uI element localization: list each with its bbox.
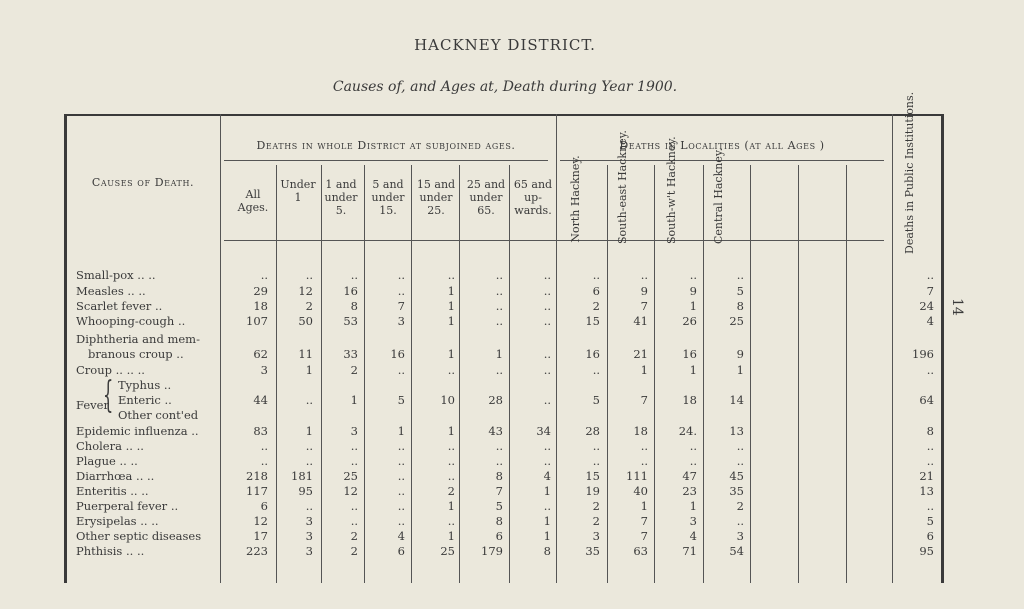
table-cell: 3 (350, 424, 358, 438)
table-cell: 16 (682, 347, 697, 361)
public-institutions-cell: 13 (919, 484, 934, 498)
table-cell: 23 (682, 484, 697, 498)
table-cell: 1 (447, 284, 455, 298)
row-label: Whooping-cough .. (76, 314, 186, 328)
table-cell: 40 (633, 484, 648, 498)
table-cell: 3 (305, 544, 313, 558)
table-cell: 1 (447, 347, 455, 361)
table-cell: 2 (350, 363, 358, 377)
col-divider (846, 165, 847, 583)
table-cell: 1 (447, 529, 455, 543)
ages-group-header: Deaths in whole District at subjoined ages. (256, 139, 516, 152)
fever-label: Fever (76, 398, 109, 412)
table-cell: 1 (640, 499, 648, 513)
row-label: Phthisis .. .. (76, 544, 145, 558)
table-cell: .. (447, 514, 455, 528)
table-cell: 1 (543, 529, 551, 543)
table-cell: .. (543, 347, 551, 361)
table-cell: 16 (390, 347, 405, 361)
public-institutions-cell: .. (926, 439, 934, 453)
table-cell: 1 (543, 484, 551, 498)
table-cell: 2 (592, 514, 600, 528)
table-cell: .. (543, 363, 551, 377)
table-cell: .. (447, 363, 455, 377)
table-cell: 11 (298, 347, 313, 361)
table-cell: 34 (536, 424, 551, 438)
table-cell: .. (397, 363, 405, 377)
table-cell: .. (305, 499, 313, 513)
table-cell: 9 (640, 284, 648, 298)
table-cell: 7 (640, 299, 648, 313)
row-label: Diphtheria and mem- (76, 332, 200, 346)
table-cell: 47 (682, 469, 697, 483)
table-cell: 7 (640, 529, 648, 543)
table-cell: 3 (397, 314, 405, 328)
table-cell: 43 (488, 424, 503, 438)
table-cell: .. (592, 439, 600, 453)
table-cell: 1 (305, 363, 313, 377)
table-cell: 117 (246, 484, 268, 498)
table-cell: 18 (253, 299, 268, 313)
table-cell: 29 (253, 284, 268, 298)
table-cell: .. (447, 469, 455, 483)
row-label: Plague .. .. (76, 454, 138, 468)
table-cell: 2 (305, 299, 313, 313)
table-cell: .. (397, 514, 405, 528)
age-col-header: 15 and under 25. (416, 178, 456, 217)
table-cell: .. (260, 439, 268, 453)
table-cell: 2 (592, 299, 600, 313)
table-cell: 33 (343, 347, 358, 361)
table-cell: 18 (682, 393, 697, 407)
table-cell: 41 (633, 314, 648, 328)
table-cell: 218 (246, 469, 268, 483)
table-cell: 18 (633, 424, 648, 438)
table-cell: .. (543, 499, 551, 513)
col-divider (509, 165, 510, 583)
fever-typhus: Typhus .. (118, 378, 172, 392)
public-institutions-cell: .. (926, 499, 934, 513)
row-label: Cholera .. .. (76, 439, 144, 453)
page-subtitle: Causes of, and Ages at, Death during Year 1900. (332, 79, 678, 95)
table-cell: .. (736, 454, 744, 468)
table-cell: 45 (729, 469, 744, 483)
table-cell: 6 (260, 499, 268, 513)
table-cell: 63 (633, 544, 648, 558)
table-cell: 24. (678, 424, 697, 438)
table-cell: 1 (305, 424, 313, 438)
row-label: Croup .. .. .. (76, 363, 145, 377)
table-cell: 2 (350, 529, 358, 543)
table-cell: 111 (626, 469, 648, 483)
row-label: Small-pox .. .. (76, 268, 156, 282)
col-divider (321, 165, 322, 583)
table-cell: 9 (689, 284, 697, 298)
public-institutions-cell: 64 (919, 393, 934, 407)
table-cell: .. (592, 268, 600, 282)
table-cell: 28 (585, 424, 600, 438)
table-cell: 6 (397, 544, 405, 558)
table-cell: .. (305, 393, 313, 407)
table-cell: 17 (253, 529, 268, 543)
table-cell: 1 (447, 299, 455, 313)
table-cell: 2 (350, 544, 358, 558)
table-cell: .. (543, 268, 551, 282)
table-cell: 50 (298, 314, 313, 328)
table-cell: .. (592, 454, 600, 468)
col-divider (798, 165, 799, 583)
table-cell: .. (397, 284, 405, 298)
table-cell: .. (447, 454, 455, 468)
public-institutions-cell: 8 (926, 424, 934, 438)
table-cell: 9 (736, 347, 744, 361)
table-cell: .. (640, 268, 648, 282)
table-cell: 1 (736, 363, 744, 377)
col-divider (750, 165, 751, 583)
table-cell: 12 (253, 514, 268, 528)
table-cell: .. (640, 454, 648, 468)
table-cell: .. (350, 514, 358, 528)
fever-brace: { (103, 375, 114, 416)
table-cell: 71 (682, 544, 697, 558)
causes-header: Causes of Death. (91, 176, 195, 189)
public-institutions-cell: 4 (926, 314, 934, 328)
table-cell: 10 (440, 393, 455, 407)
table-cell: .. (260, 454, 268, 468)
age-col-header: 65 and up-wards. (513, 178, 553, 217)
table-cell: .. (689, 439, 697, 453)
row-label: Diarrhœa .. .. (76, 469, 155, 483)
table-cell: 8 (495, 514, 503, 528)
table-cell: .. (260, 268, 268, 282)
locality-col-header: South-east Hackney. (616, 130, 629, 244)
table-cell: .. (689, 454, 697, 468)
public-institutions-cell: 5 (926, 514, 934, 528)
table-cell: .. (350, 499, 358, 513)
table-cell: 2 (592, 499, 600, 513)
table-cell: .. (305, 454, 313, 468)
table-cell: 1 (447, 424, 455, 438)
table-cell: 223 (246, 544, 268, 558)
table-cell: .. (397, 484, 405, 498)
table-cell: .. (592, 363, 600, 377)
table-cell: 3 (305, 514, 313, 528)
group-underline (224, 160, 548, 161)
locality-col-header: North Hackney. (569, 155, 582, 243)
age-col-header: All Ages. (237, 188, 269, 214)
table-cell: 1 (447, 314, 455, 328)
fever-other: Other cont'ed (118, 408, 199, 422)
table-cell: .. (397, 268, 405, 282)
row-label: Enteritis .. .. (76, 484, 149, 498)
table-cell: 181 (291, 469, 313, 483)
table-cell: 107 (246, 314, 268, 328)
page-title: HACKNEY DISTRICT. (414, 36, 596, 54)
table-cell: 4 (689, 529, 697, 543)
table-cell: 7 (495, 484, 503, 498)
header-underline (224, 240, 884, 241)
table-cell: 7 (397, 299, 405, 313)
table-cell: 8 (350, 299, 358, 313)
col-divider (892, 114, 893, 583)
table-cell: 1 (689, 499, 697, 513)
public-institutions-cell: 196 (912, 347, 934, 361)
table-cell: 16 (343, 284, 358, 298)
table-cell: .. (397, 439, 405, 453)
col-divider (556, 114, 557, 583)
table-cell: 1 (640, 363, 648, 377)
table-cell: 8 (495, 469, 503, 483)
col-divider (411, 165, 412, 583)
public-institutions-cell: .. (926, 268, 934, 282)
table-cell: 21 (633, 347, 648, 361)
row-label: Measles .. .. (76, 284, 146, 298)
table-cell: 2 (736, 499, 744, 513)
table-cell: .. (350, 439, 358, 453)
col-divider (703, 165, 704, 583)
table-cell: .. (495, 314, 503, 328)
row-label: Other septic diseases (76, 529, 202, 543)
table-cell: 19 (585, 484, 600, 498)
table-cell: 62 (253, 347, 268, 361)
age-col-header: 25 and under 65. (466, 178, 506, 217)
table-cell: 44 (253, 393, 268, 407)
table-cell: 8 (736, 299, 744, 313)
table-cell: 7 (640, 393, 648, 407)
public-institutions-cell: 95 (919, 544, 934, 558)
table-cell: 26 (682, 314, 697, 328)
age-col-header: 5 and under 15. (371, 178, 405, 217)
table-cell: 3 (689, 514, 697, 528)
table-cell: 28 (488, 393, 503, 407)
table-cell: 1 (495, 347, 503, 361)
table-cell: 3 (260, 363, 268, 377)
table-cell: 25 (729, 314, 744, 328)
public-institutions-cell: 21 (919, 469, 934, 483)
table-cell: .. (543, 439, 551, 453)
table-cell: 3 (305, 529, 313, 543)
col-divider (276, 165, 277, 583)
table-cell: 54 (729, 544, 744, 558)
row-label: Puerperal fever .. (76, 499, 179, 513)
table-cell: 15 (585, 469, 600, 483)
table-cell: 1 (689, 363, 697, 377)
table-cell: 6 (592, 284, 600, 298)
table-cell: 25 (440, 544, 455, 558)
table-cell: .. (640, 439, 648, 453)
col-divider (364, 165, 365, 583)
table-cell: .. (736, 514, 744, 528)
table-cell: .. (495, 284, 503, 298)
table-cell: 1 (350, 393, 358, 407)
table-cell: 15 (585, 314, 600, 328)
row-label: Erysipelas .. .. (76, 514, 159, 528)
table-cell: 5 (736, 284, 744, 298)
table-cell: .. (543, 314, 551, 328)
table-cell: .. (543, 284, 551, 298)
col-divider (459, 165, 460, 583)
table-cell: 4 (543, 469, 551, 483)
table-cell: .. (495, 439, 503, 453)
table-cell: 16 (585, 347, 600, 361)
table-cell: .. (447, 268, 455, 282)
table-cell: 83 (253, 424, 268, 438)
table-cell: 13 (729, 424, 744, 438)
table-cell: 5 (397, 393, 405, 407)
public-institutions-header: Deaths in Public Institutions. (903, 91, 916, 254)
table-cell: .. (736, 268, 744, 282)
table-cell: 35 (585, 544, 600, 558)
fever-enteric: Enteric .. (118, 393, 172, 407)
table-cell: 5 (495, 499, 503, 513)
table-cell: 2 (447, 484, 455, 498)
table-cell: .. (350, 268, 358, 282)
col-divider (654, 165, 655, 583)
table-cell: .. (305, 439, 313, 453)
table-cell: 7 (640, 514, 648, 528)
public-institutions-cell: 24 (919, 299, 934, 313)
public-institutions-cell: 7 (926, 284, 934, 298)
public-institutions-cell: .. (926, 454, 934, 468)
table-cell: 12 (298, 284, 313, 298)
table-cell: .. (350, 454, 358, 468)
locality-col-header: South-w't Hackney. (665, 136, 678, 244)
table-cell: .. (543, 299, 551, 313)
table-cell: .. (495, 363, 503, 377)
table-cell: .. (495, 454, 503, 468)
table-cell: 95 (298, 484, 313, 498)
table-cell: 3 (592, 529, 600, 543)
table-cell: 1 (397, 424, 405, 438)
table-cell: 8 (543, 544, 551, 558)
table-cell: .. (397, 499, 405, 513)
row-label: Epidemic influenza .. (76, 424, 199, 438)
table-cell: 35 (729, 484, 744, 498)
table-cell: 14 (729, 393, 744, 407)
table-cell: 6 (495, 529, 503, 543)
age-col-header: Under 1 (280, 178, 316, 204)
public-institutions-cell: .. (926, 363, 934, 377)
table-cell: .. (543, 454, 551, 468)
table-cell: 179 (481, 544, 503, 558)
table-cell: .. (495, 268, 503, 282)
table-cell: .. (397, 469, 405, 483)
col-divider (220, 114, 221, 583)
localities-group-header: Deaths in Localities (at all Ages ) (619, 139, 825, 152)
table-cell: 12 (343, 484, 358, 498)
table-cell: 53 (343, 314, 358, 328)
table-cell: 5 (592, 393, 600, 407)
table-cell: 4 (397, 529, 405, 543)
table-cell: 1 (447, 499, 455, 513)
locality-col-header: Central Hackney. (712, 147, 725, 244)
table-cell: 1 (543, 514, 551, 528)
col-divider (607, 165, 608, 583)
table-cell: .. (736, 439, 744, 453)
table-cell: .. (495, 299, 503, 313)
table-cell: .. (689, 268, 697, 282)
table-cell: .. (543, 393, 551, 407)
table-cell: .. (447, 439, 455, 453)
table-cell: .. (397, 454, 405, 468)
row-label: Scarlet fever .. (76, 299, 163, 313)
public-institutions-cell: 6 (926, 529, 934, 543)
page-number: 14 (949, 298, 965, 316)
row-label: branous croup .. (88, 347, 184, 361)
table-cell: 25 (343, 469, 358, 483)
age-col-header: 1 and under 5. (324, 178, 358, 217)
table-cell: .. (305, 268, 313, 282)
table-cell: 1 (689, 299, 697, 313)
table-cell: 3 (736, 529, 744, 543)
